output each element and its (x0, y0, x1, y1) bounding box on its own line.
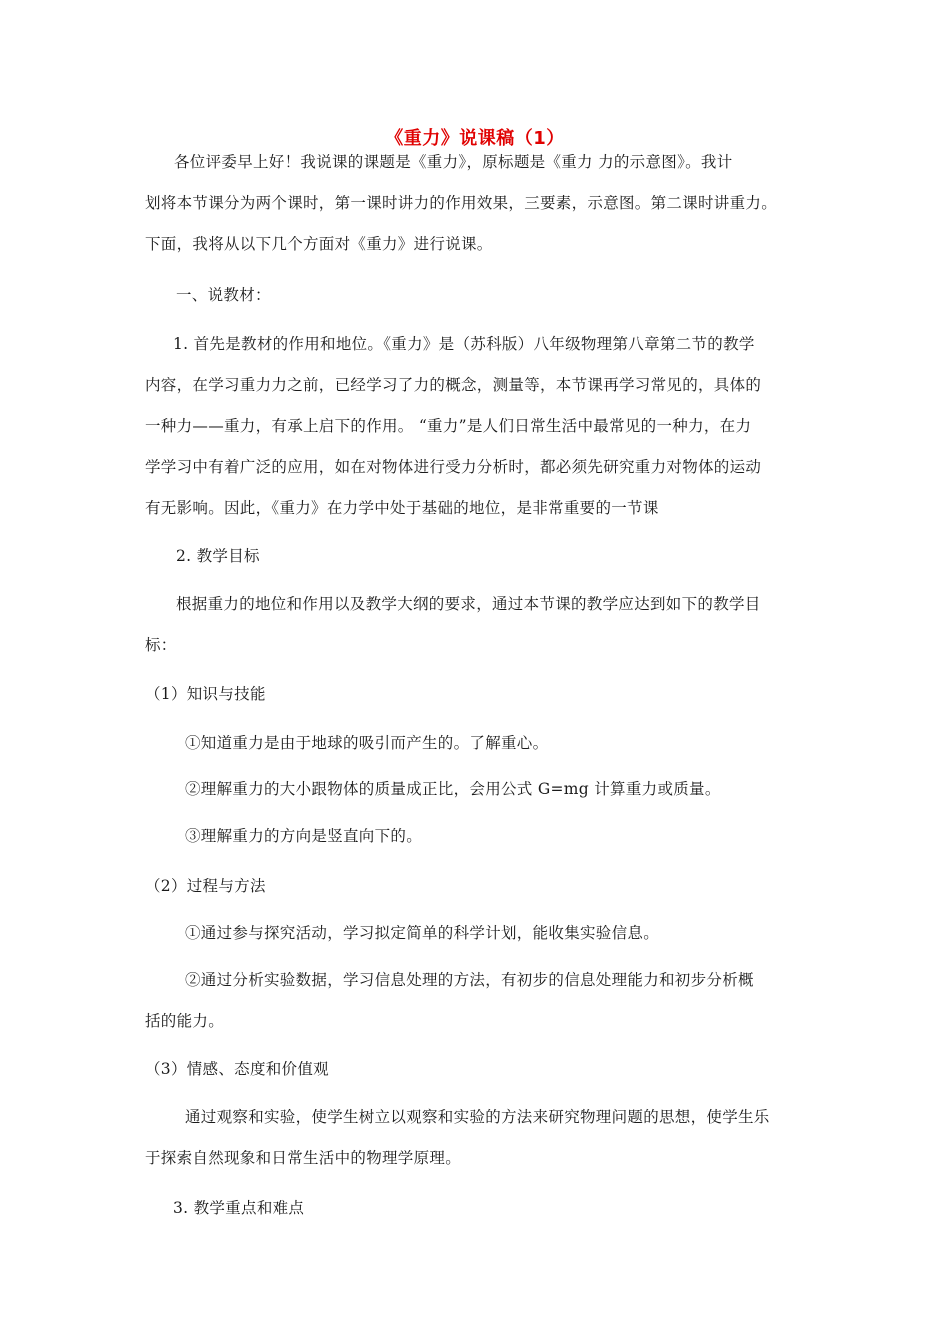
goal-heading: （3）情感、态度和价值观 (145, 1060, 329, 1078)
paragraph-line: 内容，在学习重力力之前，已经学习了力的概念，测量等，本节课再学习常见的，具体的 (145, 376, 762, 394)
paragraph-line: 学学习中有着广泛的应用，如在对物体进行受力分析时，都必须先研究重力对物体的运动 (145, 458, 762, 476)
intro-line: 划将本节课分为两个课时，第一课时讲力的作用效果，三要素，示意图。第二课时讲重力。 (145, 194, 778, 212)
goal-item: 括的能力。 (145, 1012, 225, 1030)
goal-item: ③理解重力的方向是竖直向下的。 (185, 827, 423, 845)
intro-line: 各位评委早上好！我说课的课题是《重力》，原标题是《重力 力的示意图》。我计 (174, 153, 733, 171)
paragraph-line: 根据重力的地位和作用以及教学大纲的要求，通过本节课的教学应达到如下的教学目 (176, 595, 761, 613)
subsection-heading: 2. 教学目标 (176, 547, 260, 565)
goal-item: ②通过分析实验数据，学习信息处理的方法，有初步的信息处理能力和初步分析概 (185, 971, 754, 989)
paragraph-line: 于探索自然现象和日常生活中的物理学原理。 (145, 1149, 462, 1167)
paragraph-line: 一种力——重力，有承上启下的作用。 “重力”是人们日常生活中最常见的一种力，在力 (145, 417, 752, 435)
paragraph-line: 有无影响。因此，《重力》在力学中处于基础的地位，是非常重要的一节课 (145, 499, 659, 517)
paragraph-line: 通过观察和实验，使学生树立以观察和实验的方法来研究物理问题的思想，使学生乐 (185, 1108, 770, 1126)
goal-heading: （1）知识与技能 (145, 685, 266, 703)
goal-heading: （2）过程与方法 (145, 877, 266, 895)
section-heading: 一、说教材： (176, 286, 271, 304)
paragraph-line: 标： (145, 636, 177, 654)
goal-item: ①通过参与探究活动，学习拟定简单的科学计划，能收集实验信息。 (185, 924, 660, 942)
paragraph-line: 1. 首先是教材的作用和地位。《重力》是（苏科版）八年级物理第八章第二节的教学 (173, 335, 755, 353)
goal-item: ②理解重力的大小跟物体的质量成正比，会用公式 G=mg 计算重力或质量。 (185, 780, 721, 798)
page-title: 《重力》说课稿（1） (385, 128, 565, 149)
intro-line: 下面，我将从以下几个方面对《重力》进行说课。 (145, 235, 493, 253)
goal-item: ①知道重力是由于地球的吸引而产生的。了解重心。 (185, 734, 549, 752)
subsection-heading: 3. 教学重点和难点 (173, 1199, 305, 1217)
